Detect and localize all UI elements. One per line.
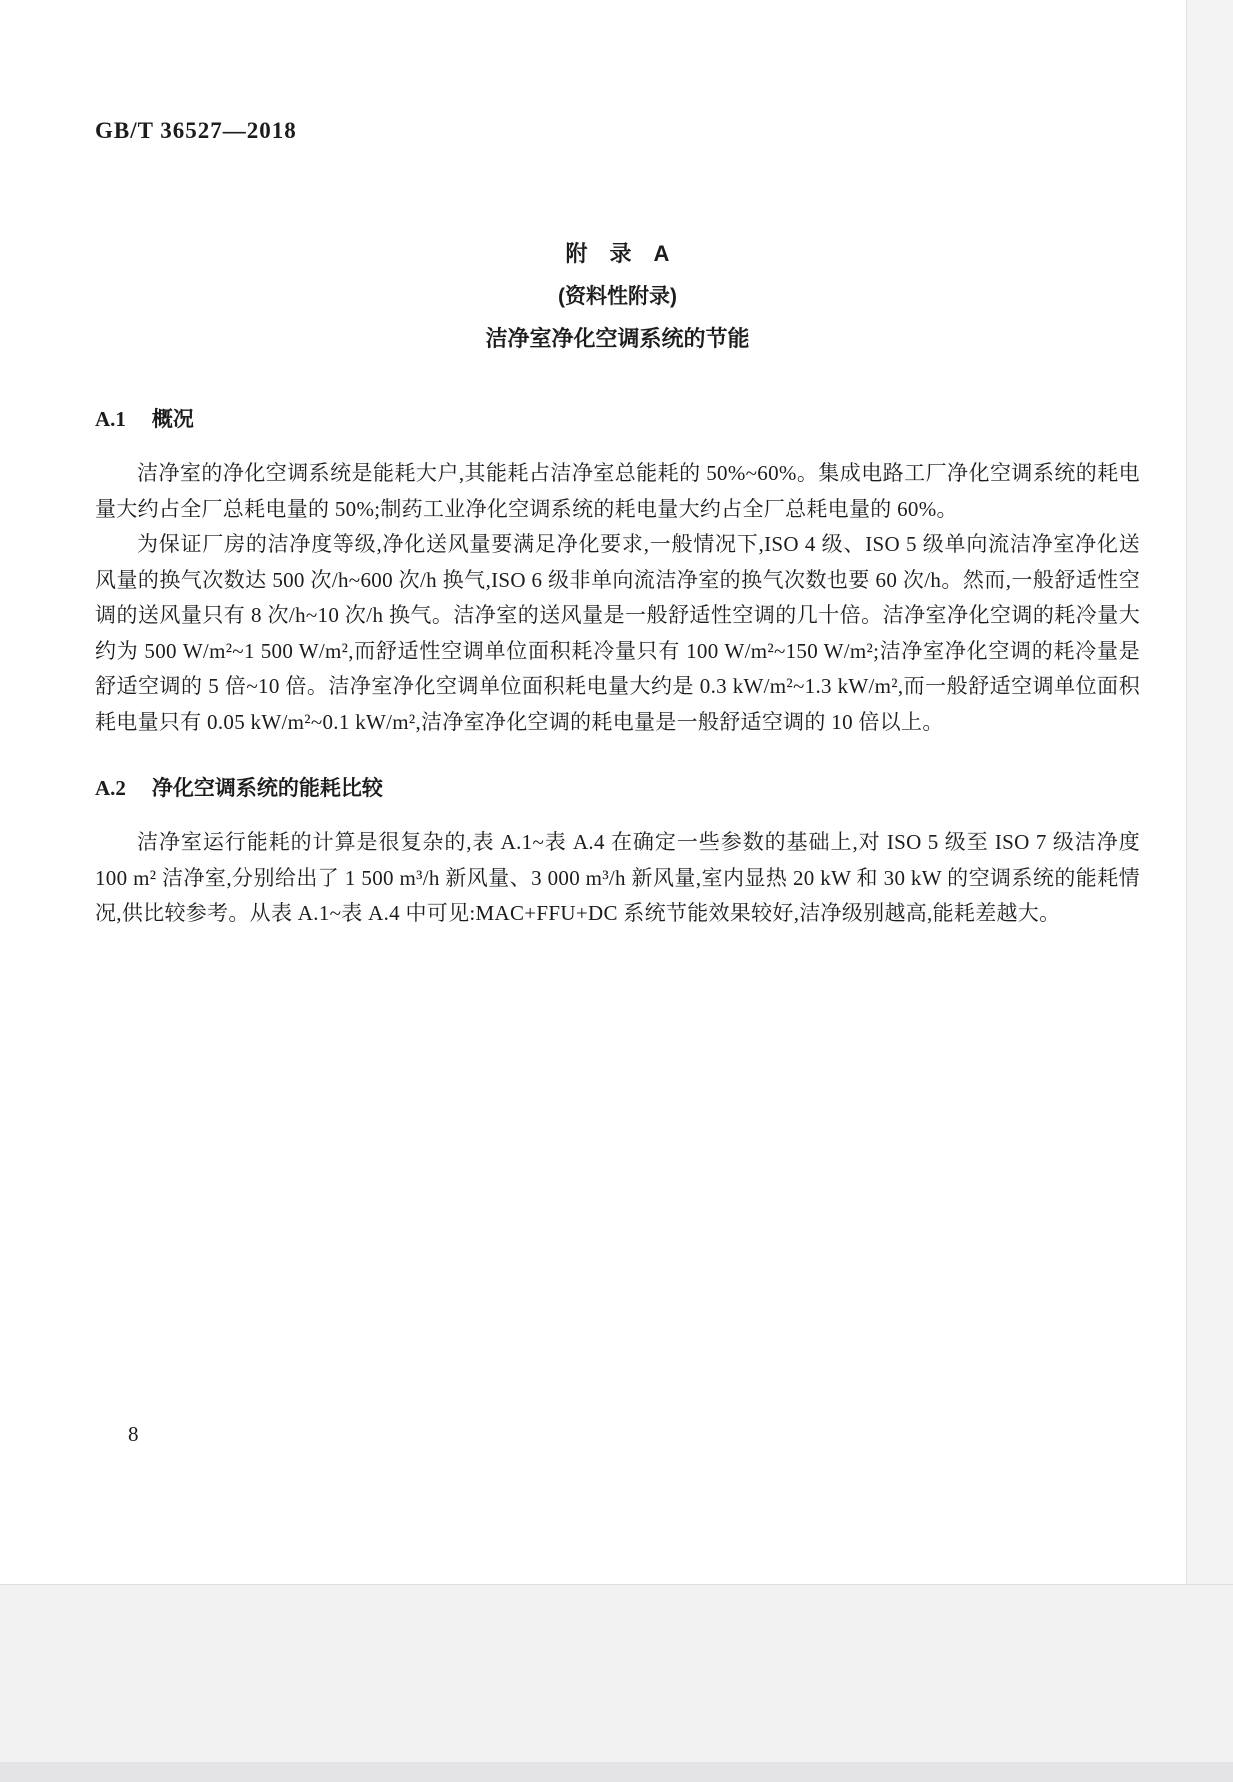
section-title: 概况 bbox=[151, 408, 194, 431]
paragraph: 为保证厂房的洁净度等级,净化送风量要满足净化要求,一般情况下,ISO 4 级、ISO 5 级单向流洁净室净化送风量的换气次数达 500 次/h~600 次/h 换气,ISO 6 级非单向流洁净室的换气次数也要 60 次/h。然而,一般舒适性空调的送风量只有 8 次/h~10 次/h 换气。洁净室的送风量是一般舒适性空调的几十倍。洁净室净化空调的耗冷量大约为 500 W/m²~1 500 W/m²,而舒适性空调单位面积耗冷量只有 100 W/m²~150 W/m²;洁净室净化空调的耗冷量是舒适空调的 5 倍~10 倍。洁净室净化空调单位面积耗电量大约是 0.3 kW/m²~1.3 kW/m²,而一般舒适空调单位面积耗电量只有 0.05 kW/m²~0.1 kW/m²,洁净室净化空调的耗电量是一般舒适空调的 10 倍以上。 bbox=[95, 532, 1140, 734]
page-number: 8 bbox=[128, 1422, 139, 1446]
appendix-heading: 洁净室净化空调系统的节能 bbox=[485, 326, 750, 351]
scan-edge-bottom bbox=[0, 1584, 1233, 1782]
appendix-title: 附 录 A bbox=[565, 241, 670, 266]
paragraph: 洁净室运行能耗的计算是很复杂的,表 A.1~表 A.4 在确定一些参数的基础上,对 ISO 5 级至 ISO 7 级洁净度 100 m² 洁净室,分别给出了 1 500 m³/h 新风量、3 000 m³/h 新风量,室内显热 20 kW 和 30 kW 的空调系统的能耗情况,供比较参考。从表 A.1~表 A.4 中可见:MAC+FFU+DC 系统节能效果较好,洁净级别越高,能耗差越大。 bbox=[95, 830, 1140, 925]
standard-number: GB/T 36527—2018 bbox=[95, 118, 297, 143]
scan-edge-bottom-strip bbox=[0, 1762, 1233, 1782]
section-title: 净化空调系统的能耗比较 bbox=[151, 777, 383, 800]
scan-edge-right bbox=[1186, 0, 1233, 1584]
page-content bbox=[95, 0, 1140, 932]
section-number: A.1 bbox=[95, 407, 126, 431]
section-heading-a1 bbox=[95, 403, 1140, 433]
appendix-subtitle: (资料性附录) bbox=[558, 285, 677, 308]
section-number: A.2 bbox=[95, 776, 126, 800]
paragraph: 洁净室的净化空调系统是能耗大户,其能耗占洁净室总能耗的 50%~60%。集成电路工厂净化空调系统的耗电量大约占全厂总耗电量的 50%;制药工业净化空调系统的耗电量大约占全厂总耗电量的 60%。 bbox=[95, 461, 1140, 521]
section-heading-a2 bbox=[95, 772, 1140, 802]
